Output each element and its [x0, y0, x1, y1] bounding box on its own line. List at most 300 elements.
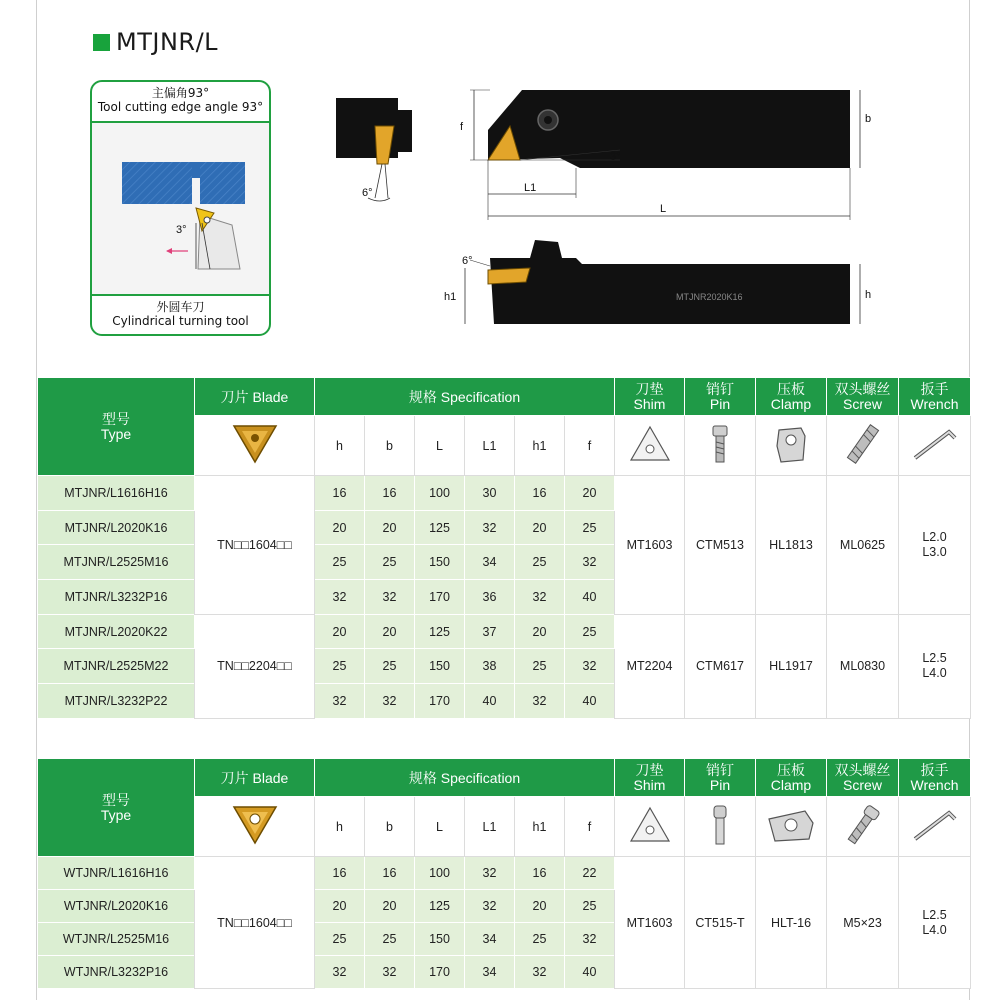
- type-cell: [38, 614, 195, 649]
- type-cell: [38, 580, 195, 615]
- value-h1: [515, 956, 565, 989]
- value-f: [565, 956, 615, 989]
- clamp-icon: [756, 797, 827, 857]
- shim-cell-text: MT1603: [626, 915, 673, 930]
- label-b: b: [865, 113, 872, 125]
- value-l-text: 100: [429, 485, 450, 500]
- col-header-l: [415, 416, 465, 476]
- value-b: [365, 545, 415, 580]
- hex-wrench-icon: [899, 797, 971, 857]
- spec-table-1: [37, 377, 971, 719]
- value-b-text: 20: [382, 520, 397, 535]
- label-h: h: [865, 289, 872, 301]
- value-l-text: 150: [429, 932, 450, 946]
- col-header-b: [365, 797, 415, 857]
- angle-3-label: 3°: [610, 151, 621, 163]
- value-f: [565, 510, 615, 545]
- value-h-text: 32: [332, 589, 347, 604]
- value-f-text: 20: [582, 485, 597, 500]
- header-pin: [685, 378, 756, 416]
- col-header-f-text: f: [587, 438, 592, 453]
- value-f: [565, 890, 615, 923]
- callout-bottom-caption: [92, 300, 269, 328]
- header-row: [38, 378, 971, 416]
- type-cell: [38, 476, 195, 511]
- type-cell: [38, 510, 195, 545]
- shim-cell-text: MT1603: [626, 537, 673, 552]
- header-clamp: [756, 378, 827, 416]
- header-shim-label-line: Shim: [633, 776, 666, 793]
- wrench-size: [899, 651, 970, 681]
- header-pin: [685, 759, 756, 797]
- value-b: [365, 857, 415, 890]
- value-b: [365, 649, 415, 684]
- value-f-text: 22: [582, 866, 597, 880]
- value-h: [315, 545, 365, 580]
- detail-insert-icon: [375, 126, 394, 164]
- value-l1-text: 34: [482, 965, 497, 979]
- value-l-text: 125: [429, 520, 450, 535]
- callout-box: [90, 80, 271, 336]
- pin-cell-text: CT515-T: [695, 915, 745, 930]
- screw-cell: [827, 476, 899, 615]
- angle-6-label-b: 6°: [462, 255, 473, 267]
- col-header-b-text: b: [386, 819, 393, 834]
- value-f: [565, 476, 615, 511]
- type-cell-text: MTJNR/L2525M22: [63, 659, 169, 674]
- value-l: [415, 580, 465, 615]
- value-f-text: 32: [582, 659, 597, 674]
- value-f: [565, 545, 615, 580]
- header-pin-label-line: 销钉: [706, 761, 734, 778]
- shim-cell: [615, 614, 685, 718]
- value-l-text: 150: [429, 555, 450, 570]
- value-b: [365, 510, 415, 545]
- side-insert-icon: [488, 268, 530, 284]
- col-header-l-text: L: [436, 438, 443, 453]
- value-h1: [515, 510, 565, 545]
- detail-view: [336, 98, 412, 201]
- header-type-label-line: Type: [100, 425, 132, 442]
- wrench-size: [899, 908, 970, 938]
- col-header-l1: [465, 416, 515, 476]
- callout-illustration-area: [92, 121, 269, 296]
- col-header-f: [565, 797, 615, 857]
- header-screw: [827, 378, 899, 416]
- value-l-text: 100: [429, 866, 450, 880]
- value-h1: [515, 545, 565, 580]
- header-shim-label-line: 刀垫: [635, 380, 664, 397]
- screw-cell-text: ML0830: [839, 659, 886, 674]
- clamp-cell-text: HL1917: [769, 659, 813, 674]
- col-header-h-text: h: [336, 819, 343, 834]
- type-cell-text: MTJNR/L2020K16: [64, 520, 168, 535]
- value-b-text: 25: [382, 555, 397, 570]
- value-h1-text: 16: [532, 485, 547, 500]
- wrench-size-line: L2.0: [922, 529, 947, 544]
- type-cell-text: WTJNR/L1616H16: [63, 866, 169, 880]
- value-f: [565, 580, 615, 615]
- header-screw-label-line: Screw: [843, 395, 882, 412]
- value-h1-text: 25: [532, 659, 547, 674]
- holder-mark-label: MTJNR2020K16: [676, 292, 743, 302]
- shim-icon: [615, 416, 685, 476]
- header-shim: [615, 378, 685, 416]
- header-shim-label-line: 刀垫: [635, 761, 664, 778]
- header-type-label-line: 型号: [102, 791, 130, 808]
- turning-illustration: [92, 123, 269, 298]
- value-l-text: 170: [429, 693, 450, 708]
- blade-cell-text: TN□□2204□□: [217, 659, 292, 674]
- value-l1: [465, 649, 515, 684]
- label-f: f: [460, 121, 464, 133]
- value-l: [415, 614, 465, 649]
- value-h1: [515, 649, 565, 684]
- angle-6-label-a: 6°: [362, 187, 373, 199]
- value-f-text: 40: [582, 965, 597, 979]
- value-l1: [465, 890, 515, 923]
- header-pin-label-line: Pin: [709, 776, 731, 793]
- value-h1-text: 20: [532, 899, 547, 913]
- value-h1-text: 32: [532, 965, 547, 979]
- col-header-h: [315, 416, 365, 476]
- col-header-h-text: h: [336, 438, 343, 453]
- value-l-text: 150: [429, 659, 450, 674]
- header-clamp-label-line: 压板: [777, 380, 805, 397]
- header-clamp-label: [756, 763, 826, 793]
- value-f: [565, 923, 615, 956]
- header-clamp-label-line: Clamp: [770, 395, 812, 412]
- blade-cell: [195, 476, 315, 615]
- header-shim: [615, 759, 685, 797]
- value-l: [415, 649, 465, 684]
- header-screw-label-line: Screw: [843, 776, 882, 793]
- header-type-label-line: 型号: [102, 410, 130, 427]
- value-h1-text: 32: [532, 693, 547, 708]
- header-pin-label: [685, 763, 755, 793]
- type-cell: [38, 545, 195, 580]
- value-h1-text: 20: [532, 520, 547, 535]
- value-l1: [465, 684, 515, 719]
- type-cell-text: MTJNR/L3232P16: [64, 589, 168, 604]
- col-header-b: [365, 416, 415, 476]
- value-b-text: 16: [382, 866, 397, 880]
- value-f-text: 32: [582, 932, 597, 946]
- value-f-text: 40: [582, 589, 597, 604]
- value-h-text: 16: [332, 866, 347, 880]
- value-f: [565, 857, 615, 890]
- spec-table-1-body: [38, 378, 971, 719]
- value-h1-text: 20: [532, 624, 547, 639]
- value-l1-text: 34: [482, 932, 497, 946]
- type-cell-text: MTJNR/L3232P22: [64, 693, 168, 708]
- value-l1-text: 30: [482, 485, 497, 500]
- technical-drawings: [320, 80, 880, 340]
- value-l: [415, 684, 465, 719]
- holder-side-body: [490, 240, 850, 324]
- value-h-text: 20: [332, 520, 347, 535]
- col-header-l1-text: L1: [482, 819, 497, 834]
- col-header-f: [565, 416, 615, 476]
- value-h: [315, 684, 365, 719]
- blade-insert-icon: [195, 416, 315, 476]
- header-type-label: [38, 412, 194, 442]
- hex-wrench-icon: [899, 416, 971, 476]
- clamp-cell: [756, 857, 827, 989]
- value-h1-text: 32: [532, 589, 547, 604]
- label-L: L: [660, 203, 667, 215]
- callout-top-cn: 主偏角93°: [151, 86, 210, 100]
- callout-angle-label: 3°: [176, 224, 187, 236]
- col-header-b-text: b: [386, 438, 393, 453]
- value-f: [565, 649, 615, 684]
- clamp-cell: [756, 476, 827, 615]
- value-l1-text: 36: [482, 589, 497, 604]
- header-wrench-label-line: Wrench: [910, 395, 959, 412]
- value-b: [365, 890, 415, 923]
- header-pin-label: [685, 382, 755, 412]
- pin-icon: [685, 797, 756, 857]
- value-f-text: 40: [582, 693, 597, 708]
- col-header-h1: [515, 797, 565, 857]
- value-h: [315, 580, 365, 615]
- value-h1: [515, 890, 565, 923]
- header-clamp-label-line: Clamp: [770, 776, 812, 793]
- value-h1-text: 25: [532, 555, 547, 570]
- col-header-l1: [465, 797, 515, 857]
- value-h-text: 25: [332, 555, 347, 570]
- header-screw: [827, 759, 899, 797]
- value-f-text: 25: [582, 520, 597, 535]
- wrench-size-line: L4.0: [922, 666, 947, 681]
- header-wrench-label-line: Wrench: [910, 776, 959, 793]
- value-l: [415, 857, 465, 890]
- col-header-h1-text: h1: [532, 819, 547, 834]
- header-clamp-label-line: 压板: [777, 761, 805, 778]
- header-wrench: [899, 759, 971, 797]
- value-h1: [515, 580, 565, 615]
- value-f-text: 25: [582, 899, 597, 913]
- value-h-text: 25: [332, 932, 347, 946]
- shim-cell-text: MT2204: [626, 659, 673, 674]
- header-clamp-label: [756, 382, 826, 412]
- clamp-cell-text: HL1813: [769, 537, 813, 552]
- value-b: [365, 476, 415, 511]
- value-l1: [465, 580, 515, 615]
- value-l-text: 170: [429, 589, 450, 604]
- value-b: [365, 684, 415, 719]
- value-h1-text: 25: [532, 932, 547, 946]
- col-header-f-text: f: [587, 819, 592, 834]
- title-bullet-icon: [93, 34, 110, 51]
- header-wrench: [899, 378, 971, 416]
- header-wrench-label-line: 扳手: [920, 380, 949, 397]
- blade-cell-text: TN□□1604□□: [217, 915, 292, 930]
- header-wrench-label: [899, 763, 970, 793]
- header-wrench-label-line: 扳手: [920, 761, 949, 778]
- header-pin-label-line: 销钉: [706, 380, 734, 397]
- value-l: [415, 923, 465, 956]
- header-clamp: [756, 759, 827, 797]
- header-spec: 规格 Specification: [315, 759, 615, 797]
- value-h-text: 32: [332, 965, 347, 979]
- screw-cell-text: M5×23: [843, 915, 882, 930]
- value-h: [315, 923, 365, 956]
- value-h1-text: 16: [532, 866, 547, 880]
- header-type: [38, 378, 195, 476]
- table-row: [38, 476, 971, 511]
- header-screw-label-line: 双头螺丝: [834, 380, 891, 397]
- clamp-cell: [756, 614, 827, 718]
- header-shim-label: [615, 382, 684, 412]
- callout-bottom-en: Cylindrical turning tool: [112, 314, 249, 328]
- value-h-text: 20: [332, 624, 347, 639]
- type-cell-text: WTJNR/L2020K16: [63, 899, 169, 913]
- header-type: [38, 759, 195, 857]
- page-title: [93, 28, 218, 56]
- value-h: [315, 649, 365, 684]
- value-l1: [465, 545, 515, 580]
- type-cell-text: MTJNR/L1616H16: [64, 485, 168, 500]
- value-l-text: 125: [429, 624, 450, 639]
- value-b-text: 32: [382, 693, 397, 708]
- type-cell: [38, 649, 195, 684]
- header-blade: 刀片 Blade: [195, 378, 315, 416]
- blade-insert-icon: [195, 797, 315, 857]
- header-screw-label: [827, 382, 898, 412]
- value-l: [415, 545, 465, 580]
- blade-cell: [195, 614, 315, 718]
- value-h-text: 32: [332, 693, 347, 708]
- type-cell: [38, 857, 195, 890]
- screw-cell: [827, 857, 899, 989]
- value-b-text: 25: [382, 659, 397, 674]
- value-l-text: 125: [429, 899, 450, 913]
- shim-cell: [615, 476, 685, 615]
- type-cell-text: WTJNR/L2525M16: [62, 932, 170, 946]
- table-row: [38, 614, 971, 649]
- pin-cell-text: CTM617: [696, 659, 744, 674]
- side-holder-view: [444, 240, 871, 324]
- screw-icon: [827, 797, 899, 857]
- value-h: [315, 510, 365, 545]
- wrench-size-line: L2.5: [922, 651, 947, 666]
- value-b-text: 20: [382, 899, 397, 913]
- top-holder-view: [460, 90, 871, 220]
- value-l1: [465, 956, 515, 989]
- value-b-text: 32: [382, 965, 397, 979]
- value-f: [565, 614, 615, 649]
- callout-top-caption: [92, 86, 269, 114]
- value-l1-text: 32: [482, 899, 497, 913]
- pin-cell-text: CTM513: [696, 537, 744, 552]
- value-h1: [515, 857, 565, 890]
- wrench-size-line: L3.0: [922, 544, 947, 559]
- value-h1: [515, 614, 565, 649]
- pin-cell: [685, 476, 756, 615]
- header-blade: 刀片 Blade: [195, 759, 315, 797]
- header-screw-label: [827, 763, 898, 793]
- value-l1-text: 34: [482, 555, 497, 570]
- blade-cell-text: TN□□1604□□: [217, 537, 292, 552]
- value-b-text: 16: [382, 485, 397, 500]
- col-header-l1-text: L1: [482, 438, 497, 453]
- col-header-l-text: L: [436, 819, 443, 834]
- value-h-text: 16: [332, 485, 347, 500]
- header-wrench-label: [899, 382, 970, 412]
- value-f-text: 25: [582, 624, 597, 639]
- label-h1: h1: [444, 291, 457, 303]
- value-b-text: 32: [382, 589, 397, 604]
- value-h1: [515, 923, 565, 956]
- header-pin-label-line: Pin: [709, 395, 731, 412]
- value-h-text: 20: [332, 899, 347, 913]
- value-b: [365, 956, 415, 989]
- callout-bottom-cn: 外圆车刀: [156, 300, 205, 314]
- wrench-size-line: L4.0: [922, 922, 947, 937]
- value-l-text: 170: [429, 965, 450, 979]
- value-b-text: 25: [382, 932, 397, 946]
- wrench-size: [899, 530, 970, 560]
- type-cell-text: MTJNR/L2020K22: [64, 624, 168, 639]
- value-b-text: 20: [382, 624, 397, 639]
- table-row: [38, 857, 971, 890]
- type-cell: [38, 684, 195, 719]
- title-text: MTJNR/L: [116, 28, 219, 56]
- wrench-size-line: L2.5: [922, 907, 947, 922]
- value-l1-text: 32: [482, 520, 497, 535]
- header-type-label: [38, 793, 194, 823]
- clamp-icon: [756, 416, 827, 476]
- clamp-cell-text: HLT-16: [770, 915, 812, 930]
- col-header-l: [415, 797, 465, 857]
- wrench-cell: [899, 614, 971, 718]
- label-L1: L1: [524, 182, 537, 194]
- value-l1: [465, 614, 515, 649]
- blade-cell: [195, 857, 315, 989]
- value-b: [365, 614, 415, 649]
- value-l1-text: 32: [482, 866, 497, 880]
- type-cell: [38, 956, 195, 989]
- pin-cell: [685, 614, 756, 718]
- value-l: [415, 510, 465, 545]
- col-header-h1-text: h1: [532, 438, 547, 453]
- spec-table-2: [37, 758, 971, 989]
- type-cell: [38, 890, 195, 923]
- screw-cell: [827, 614, 899, 718]
- value-h: [315, 890, 365, 923]
- value-l1: [465, 923, 515, 956]
- value-h1: [515, 684, 565, 719]
- screw-icon: [827, 416, 899, 476]
- value-l: [415, 476, 465, 511]
- col-header-h: [315, 797, 365, 857]
- wrench-cell: [899, 476, 971, 615]
- value-h: [315, 476, 365, 511]
- value-f: [565, 684, 615, 719]
- value-b: [365, 923, 415, 956]
- pin-icon: [685, 416, 756, 476]
- value-f-text: 32: [582, 555, 597, 570]
- value-l1-text: 37: [482, 624, 497, 639]
- value-h-text: 25: [332, 659, 347, 674]
- value-l1-text: 38: [482, 659, 497, 674]
- shim-cell: [615, 857, 685, 989]
- value-l1: [465, 857, 515, 890]
- shim-icon: [615, 797, 685, 857]
- value-l: [415, 890, 465, 923]
- header-row: [38, 759, 971, 797]
